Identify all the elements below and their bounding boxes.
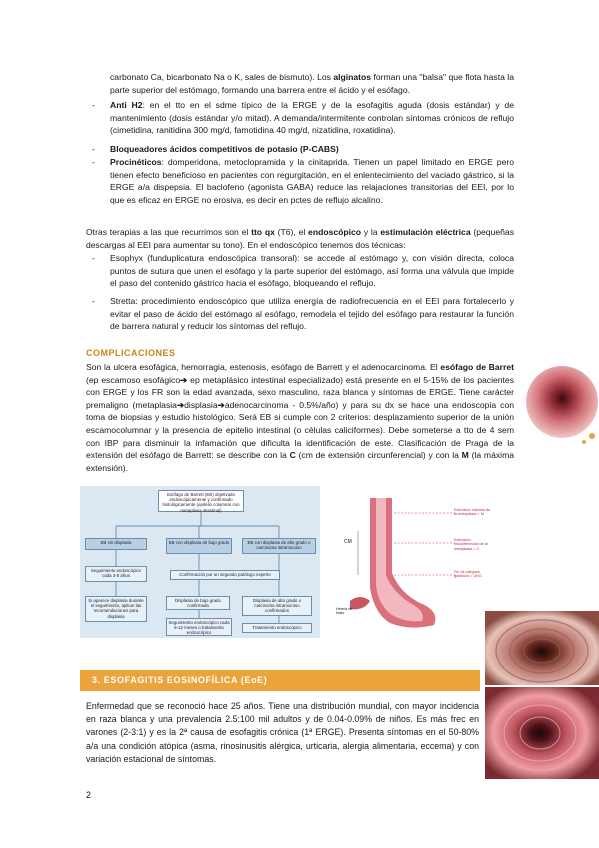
flow-box-confirmacion: Confirmación por un segundo patólogo experto	[170, 570, 280, 580]
flow-box-alto-confirmada: Displasia de alto grado o carcinoma intramucoso confirmados	[242, 596, 312, 616]
flow-box-recomendaciones: Si aparece displasia durante el seguimiento, aplicar las recomendaciones para displasia	[85, 596, 147, 622]
bold-span: endoscópico	[308, 227, 362, 237]
section-heading-complicaciones: COMPLICACIONES	[86, 348, 176, 358]
text-span: (la máxima extensión).	[86, 450, 515, 473]
text-span: forman una "balsa" que	[371, 72, 463, 82]
text-span: (ep escamoso esofágico	[86, 374, 181, 385]
text-span: displasia	[184, 399, 218, 410]
bullet-esophyx: Esophyx (funduplicatura endoscópica transoral): se accede al estómago y, con visión directa, coloca puntos de sutura que unen el esófago y la parte superior del estómago, así forma una válvula que impide el paso del contenido gástrico hacia el esófago, bloqueando el reflujo.	[110, 253, 514, 289]
barrett-flowchart	[80, 486, 320, 638]
bullet-procineticos	[110, 156, 514, 206]
bullet-bold: Procinéticos	[110, 157, 162, 167]
bullet-bold: Anti H2	[110, 100, 143, 110]
eoe-paragraph: Enfermedad que se reconoció hace 25 años. Tiene una distribución mundial, con mayor incidencia en raza blanca y una prevalencia 2.5:100 mil adultos y de 0.04-0.09% de niños. Es más frec en varones (2-3:1) y es la 2ª causa de esofagitis crónica (1ª ERGE). Presenta síntomas en el 50-80% a/a una condición atópica (asma, rinosinusitis alérgica, urticaria, alergia alimentaria, eccema) y con variación estacional de síntomas.	[86, 701, 479, 764]
text-span: Otras terapias a las que recurrimos son el	[86, 227, 252, 237]
label-hiato: Hernia de hiato	[336, 607, 353, 616]
text-span: (cm de extensión circunferencial) y con la	[295, 450, 462, 461]
bullet-text: : en el tto en el sdme típico de la ERGE y de la esofagitis aguda (dosis estándar) y de mantenimiento (dosis estándar y/o mitad). A demanda/intermitente controlan síntomas crónicos de reflujo (cimetidina, ranitidina 300 mg/d, famotidina 40 mg/d, nizatidina, roxatidina).	[110, 100, 514, 136]
bold-span: M	[461, 450, 469, 461]
flow-box-seguimiento-6-12: Seguimiento endoscópico cada 6-12 meses o tratamiento endoscópico	[166, 618, 232, 636]
bullet-dash: -	[92, 253, 95, 263]
section-banner-eoe	[80, 670, 480, 691]
page-number: 2	[86, 790, 92, 800]
prague-anatomy-diagram	[330, 493, 491, 633]
bold-span: tto qx	[251, 227, 275, 237]
bold-span: estimulación eléctrica	[380, 227, 471, 237]
endoscopy-image	[485, 611, 599, 685]
endoscopy-photo-eoe-1	[485, 611, 599, 685]
other-therapies-paragraph	[86, 226, 514, 251]
bold-span: esófago de Barret	[440, 362, 514, 372]
section-title: 3. ESOFAGITIS EOSINOFÍLICA (EoE)	[92, 675, 268, 685]
text-span: flota hasta la parte superior del estómago, formando una barrera entre el ácido y el esófago.	[110, 72, 514, 95]
bold-span: C	[289, 450, 296, 461]
text-span: (pequeñas descargas al EEI para aumentar su tono). En el endoscópico tenemos dos técnicas:	[86, 227, 515, 250]
text-span: y la	[361, 227, 381, 237]
bullet-pcabs	[110, 143, 514, 156]
bullet-dash: -	[92, 144, 95, 154]
bullet-dash: -	[92, 157, 95, 167]
endoscopy-photo-eoe-2	[485, 687, 599, 779]
arrow-icon: ➔	[217, 399, 225, 410]
flow-box-bajo-grado: EB con displasia de bajo grado	[166, 538, 232, 554]
arrow-icon: ➔	[180, 374, 188, 385]
bullet-bold: Bloqueadores ácidos competitivos de potasio (P-CABS)	[110, 144, 339, 154]
alginatos-bold: alginatos	[333, 72, 372, 82]
flow-box-tratamiento: Tratamiento endoscópico	[242, 623, 312, 633]
endoscopy-image	[485, 687, 599, 779]
label-m: Extensión máxima de la metaplasia = M	[454, 508, 491, 517]
bullet-stretta: Stretta: procedimiento endoscópico que utiliza energía de radiofrecuencia en el EEI para fortalecerlo y evitar el paso de ácido del estómago al esófago, remodela el tejido del esófago para restaurar la función de barrera natural y reducir los síntomas del reflujo.	[110, 296, 514, 332]
label-c: Extensión circunferencial de la metaplasia = C	[454, 538, 488, 551]
text-span: adenocarcinoma - 0.5%/año) y para su dx se hace una endoscopia con toma de biopsias y estudio histológico. Será EB si cumple con 2 criterios: desplazamiento superior de la unión escamocolumnar y la presencia de epitelio intestinal (o células caliciformes). Debe someterse a tto de 4 sem con IBP para disminuir la infamación que dificulta la identificación de este. Clasificación de Praga de la extensión del esófago de Barrett: se describe con la	[86, 399, 514, 461]
endoscopy-photo-barrett	[524, 366, 599, 446]
complicaciones-paragraph	[86, 361, 514, 474]
label-ueg: Fin de pliegues gástricos = UEG	[454, 570, 482, 579]
endoscopy-image	[524, 366, 599, 446]
text-span: Son la ulcera esofágica, hemorragia, estenosis, esófago de Barrett y el adenocarcinoma. El	[86, 362, 441, 372]
bullet-dash: -	[92, 296, 95, 306]
flow-top-box: Esófago de Barrett (EB) objetivado endoscópicamente y confirmado histológicamente (epitelio columnar con metaplasia intestinal)	[158, 490, 244, 512]
flow-box-alto-grado: EB con displasia de alto grado o carcinoma intramucoso	[242, 538, 316, 554]
label-cm: CM	[344, 539, 352, 545]
flow-box-no-displasia: EB sin displasia	[85, 538, 147, 550]
flow-box-bajo-confirmada: Displasia de bajo grado confirmada	[166, 596, 230, 610]
antacid-paragraph	[110, 71, 514, 96]
bullet-dash: -	[92, 100, 95, 110]
text-span: carbonato Ca, bicarbonato Na o K, sales de bismuto). Los	[110, 72, 334, 82]
text-span: ep metaplásico intestinal especializado) está presente en el 5-15% de los pacientes con ERGE y los FR son la edad avanzada, sexo masculino, raza blanca y síntomas de ERGE. Tiene carácter premaligno (metaplasia	[86, 374, 515, 410]
arrow-icon: ➔	[176, 399, 185, 410]
bullet-anti-h2	[110, 99, 514, 137]
flow-box-seguimiento: Seguimiento endoscópico cada 3-5 años	[85, 566, 147, 582]
text-span: (T6), el	[274, 227, 309, 237]
bullet-text: : domperidona, metoclopramida y la cinitaprida. Tienen un papel limitado en ERGE pero tienen efecto beneficioso en pacientes con regurgitación, en el enlentecimiento del vaciado gástrico, si la ERGE a/a dispepsia. El baclofeno (agonista GABA) reduce las relajaciones transitorias del EEI, por lo que es eficaz en ERGE no erosiva, es decir en pctes de reflujo alcalino.	[110, 157, 514, 205]
